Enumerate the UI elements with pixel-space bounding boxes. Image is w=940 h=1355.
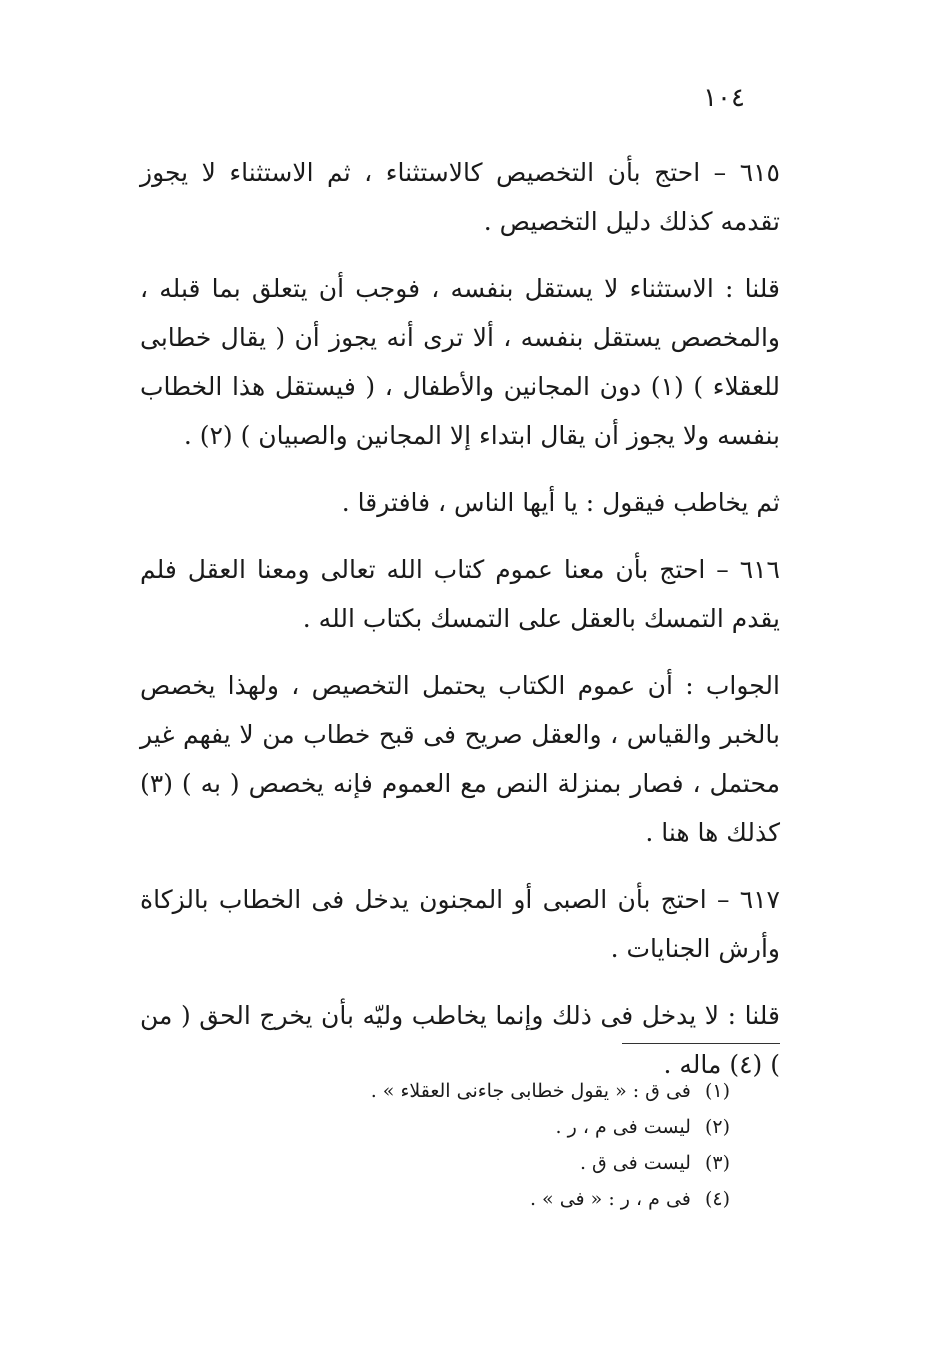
footnote-number: (٣)	[704, 1152, 730, 1174]
paragraph-conclusion-615: ثم يخاطب فيقول : يا أيها الناس ، فافترقا .	[341, 488, 780, 517]
footnote-2	[170, 1109, 730, 1145]
footnote-1	[170, 1073, 730, 1109]
paragraph-answer-616: الجواب : أن عموم الكتاب يحتمل التخصيص ، ولهذا يخصص بالخبر والقياس ، والعقل صريح فى قبح خطاب من لا يفهم غير محتمل ، فصار بمنزلة النص مع العموم فإنه يخصص ( به ) (٣) كذلك ها هنا .	[140, 671, 780, 847]
paragraph-615: ٦١٥ – احتج بأن التخصيص كالاستثناء ، ثم الاستثناء لا يجوز تقدمه كذلك دليل التخصيص .	[140, 158, 780, 236]
footnote-number: (١)	[704, 1080, 730, 1102]
paragraph-617: ٦١٧ – احتج بأن الصبى أو المجنون يدخل فى الخطاب بالزكاة وأرش الجنايات .	[140, 885, 780, 963]
footnote-number: (٤)	[704, 1188, 730, 1210]
footnote-3	[170, 1145, 730, 1181]
footnote-number: (٢)	[704, 1116, 730, 1138]
footnote-text: فى م ، ر : « فى » .	[529, 1188, 691, 1210]
footnote-4	[170, 1181, 730, 1217]
paragraph-616: ٦١٦ – احتج بأن معنا عموم كتاب الله تعالى ومعنا العقل فلم يقدم التمسك بالعقل على التمسك بكتاب الله .	[140, 555, 780, 633]
main-text	[140, 148, 780, 1107]
footnote-text: فى ق : « يقول خطابى جاءنى العقلاء » .	[370, 1080, 691, 1102]
footnote-text: ليست فى م ، ر .	[555, 1116, 691, 1138]
footnote-text: ليست فى ق .	[579, 1152, 691, 1174]
paragraph-reply-617: قلنا : لا يدخل فى ذلك وإنما يخاطب وليّه بأن يخرج الحق ( من ) (٤) ماله .	[140, 1001, 780, 1079]
footnotes-list	[170, 1073, 730, 1217]
footnote-separator	[622, 1043, 780, 1044]
paragraph-reply-615: قلنا : الاستثناء لا يستقل بنفسه ، فوجب أن يتعلق بما قبله ، والمخصص يستقل بنفسه ، ألا ترى أنه يجوز أن ( يقال خطابى للعقلاء ) (١) دون المجانين والأطفال ، ( فيستقل هذا الخطاب بنفسه ولا يجوز أن يقال ابتداء إلا المجانين والصبيان ) (٢) .	[140, 274, 780, 450]
page-number: ١٠٤	[703, 83, 745, 113]
